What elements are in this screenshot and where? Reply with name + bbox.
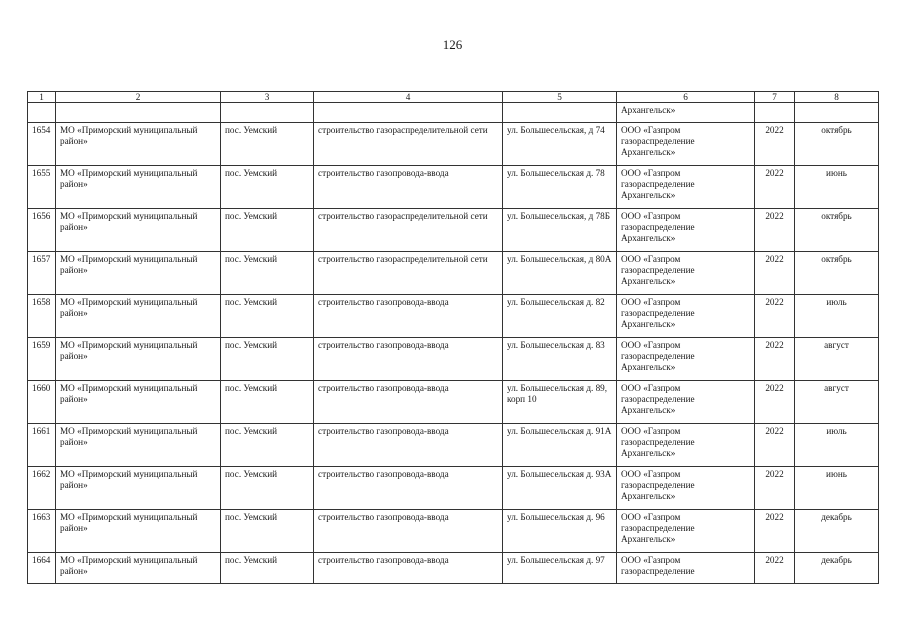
- row-number-cell: 1656: [28, 209, 56, 252]
- address-cell: ул. Большесельская д. 91А: [503, 424, 617, 467]
- address-cell: ул. Большесельская д. 78: [503, 166, 617, 209]
- month-cell: декабрь: [795, 553, 879, 584]
- year-cell: 2022: [755, 510, 795, 553]
- address-cell: ул. Большесельская д. 93А: [503, 467, 617, 510]
- month-cell: октябрь: [795, 252, 879, 295]
- settlement-cell: пос. Уемский: [221, 510, 314, 553]
- municipality-cell: МО «Приморский муниципальный район»: [56, 553, 221, 584]
- month-cell: июль: [795, 295, 879, 338]
- table-cell: [503, 103, 617, 123]
- work-type-cell: строительство газопровода-ввода: [314, 295, 503, 338]
- organization-cell: ООО «Газпром газораспределение Архангельск»: [617, 123, 755, 166]
- table-row: [28, 338, 879, 381]
- year-cell: 2022: [755, 209, 795, 252]
- settlement-cell: пос. Уемский: [221, 166, 314, 209]
- address-cell: ул. Большесельская, д 80А: [503, 252, 617, 295]
- organization-cell: ООО «Газпром газораспределение Архангельск»: [617, 295, 755, 338]
- table-cell: [314, 103, 503, 123]
- table-body: [28, 92, 879, 584]
- municipality-cell: МО «Приморский муниципальный район»: [56, 467, 221, 510]
- table-row: [28, 123, 879, 166]
- month-cell: декабрь: [795, 510, 879, 553]
- table-row: [28, 252, 879, 295]
- organization-cell: ООО «Газпром газораспределение Архангельск»: [617, 424, 755, 467]
- column-number: 2: [56, 92, 221, 103]
- work-type-cell: строительство газораспределительной сети: [314, 252, 503, 295]
- row-number-cell: 1658: [28, 295, 56, 338]
- municipality-cell: МО «Приморский муниципальный район»: [56, 424, 221, 467]
- work-type-cell: строительство газопровода-ввода: [314, 467, 503, 510]
- row-number-cell: 1664: [28, 553, 56, 584]
- row-number-cell: 1660: [28, 381, 56, 424]
- table-cell: [755, 103, 795, 123]
- work-type-cell: строительство газопровода-ввода: [314, 424, 503, 467]
- work-type-cell: строительство газораспределительной сети: [314, 209, 503, 252]
- registry-table: [27, 91, 879, 584]
- month-cell: июнь: [795, 166, 879, 209]
- month-cell: август: [795, 381, 879, 424]
- column-number: 7: [755, 92, 795, 103]
- year-cell: 2022: [755, 338, 795, 381]
- settlement-cell: пос. Уемский: [221, 467, 314, 510]
- table-row: [28, 510, 879, 553]
- work-type-cell: строительство газопровода-ввода: [314, 166, 503, 209]
- municipality-cell: МО «Приморский муниципальный район»: [56, 381, 221, 424]
- row-number-cell: 1661: [28, 424, 56, 467]
- year-cell: 2022: [755, 295, 795, 338]
- address-cell: ул. Большесельская д. 82: [503, 295, 617, 338]
- municipality-cell: МО «Приморский муниципальный район»: [56, 338, 221, 381]
- year-cell: 2022: [755, 252, 795, 295]
- work-type-cell: строительство газопровода-ввода: [314, 510, 503, 553]
- municipality-cell: МО «Приморский муниципальный район»: [56, 295, 221, 338]
- table-cell: [795, 103, 879, 123]
- municipality-cell: МО «Приморский муниципальный район»: [56, 123, 221, 166]
- settlement-cell: пос. Уемский: [221, 381, 314, 424]
- continued-row: [28, 103, 879, 123]
- settlement-cell: пос. Уемский: [221, 295, 314, 338]
- month-cell: октябрь: [795, 123, 879, 166]
- work-type-cell: строительство газопровода-ввода: [314, 381, 503, 424]
- municipality-cell: МО «Приморский муниципальный район»: [56, 209, 221, 252]
- organization-cell: ООО «Газпром газораспределение Архангельск»: [617, 467, 755, 510]
- work-type-cell: строительство газопровода-ввода: [314, 553, 503, 584]
- settlement-cell: пос. Уемский: [221, 252, 314, 295]
- address-cell: ул. Большесельская д. 96: [503, 510, 617, 553]
- organization-cell: ООО «Газпром газораспределение Архангельск»: [617, 381, 755, 424]
- table-row: [28, 166, 879, 209]
- address-cell: ул. Большесельская д. 89, корп 10: [503, 381, 617, 424]
- column-number: 4: [314, 92, 503, 103]
- table-cell: Архангельск»: [617, 103, 755, 123]
- organization-cell: ООО «Газпром газораспределение Архангельск»: [617, 338, 755, 381]
- address-cell: ул. Большесельская, д 74: [503, 123, 617, 166]
- month-cell: июль: [795, 424, 879, 467]
- table-row: [28, 381, 879, 424]
- column-number: 1: [28, 92, 56, 103]
- year-cell: 2022: [755, 424, 795, 467]
- work-type-cell: строительство газопровода-ввода: [314, 338, 503, 381]
- address-cell: ул. Большесельская, д 78Б: [503, 209, 617, 252]
- row-number-cell: 1654: [28, 123, 56, 166]
- year-cell: 2022: [755, 467, 795, 510]
- column-number: 6: [617, 92, 755, 103]
- settlement-cell: пос. Уемский: [221, 338, 314, 381]
- year-cell: 2022: [755, 381, 795, 424]
- month-cell: июнь: [795, 467, 879, 510]
- row-number-cell: 1655: [28, 166, 56, 209]
- month-cell: октябрь: [795, 209, 879, 252]
- organization-cell: ООО «Газпром газораспределение: [617, 553, 755, 584]
- month-cell: август: [795, 338, 879, 381]
- column-number: 3: [221, 92, 314, 103]
- table-row: [28, 553, 879, 584]
- work-type-cell: строительство газораспределительной сети: [314, 123, 503, 166]
- address-cell: ул. Большесельская д. 83: [503, 338, 617, 381]
- column-number-row: [28, 92, 879, 103]
- page-number: 126: [442, 37, 463, 52]
- organization-cell: ООО «Газпром газораспределение Архангельск»: [617, 166, 755, 209]
- settlement-cell: пос. Уемский: [221, 424, 314, 467]
- row-number-cell: 1657: [28, 252, 56, 295]
- table-row: [28, 467, 879, 510]
- municipality-cell: МО «Приморский муниципальный район»: [56, 510, 221, 553]
- table-row: [28, 424, 879, 467]
- column-number: 5: [503, 92, 617, 103]
- row-number-cell: 1662: [28, 467, 56, 510]
- year-cell: 2022: [755, 166, 795, 209]
- table-cell: [56, 103, 221, 123]
- table-cell: [28, 103, 56, 123]
- municipality-cell: МО «Приморский муниципальный район»: [56, 252, 221, 295]
- settlement-cell: пос. Уемский: [221, 209, 314, 252]
- table-cell: [221, 103, 314, 123]
- year-cell: 2022: [755, 553, 795, 584]
- row-number-cell: 1663: [28, 510, 56, 553]
- settlement-cell: пос. Уемский: [221, 123, 314, 166]
- column-number: 8: [795, 92, 879, 103]
- organization-cell: ООО «Газпром газораспределение Архангельск»: [617, 252, 755, 295]
- table-row: [28, 209, 879, 252]
- year-cell: 2022: [755, 123, 795, 166]
- organization-cell: ООО «Газпром газораспределение Архангельск»: [617, 209, 755, 252]
- municipality-cell: МО «Приморский муниципальный район»: [56, 166, 221, 209]
- organization-cell: ООО «Газпром газораспределение Архангельск»: [617, 510, 755, 553]
- row-number-cell: 1659: [28, 338, 56, 381]
- address-cell: ул. Большесельская д. 97: [503, 553, 617, 584]
- table-row: [28, 295, 879, 338]
- settlement-cell: пос. Уемский: [221, 553, 314, 584]
